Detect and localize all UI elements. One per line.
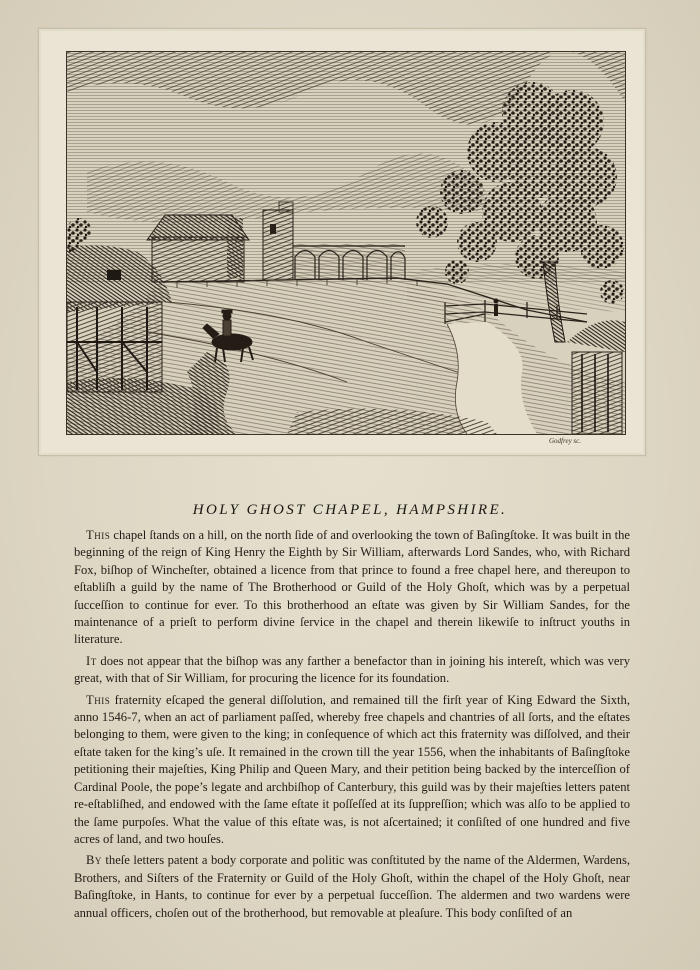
paragraph-text: fraternity eſcaped the general diſſolution, and remained till the firſt year of King Edward the Sixth, anno 1546-7, when an act of parliament paſſed, whereby free chapels and chantries of all ſorts, and the eſtates belonging to them, were given to the king; in conſequence of which act this fraternity was diſſolved, and their eſtate taken for the king’s uſe. It remained in the crown till the year 1556, when the inhabitants of Baſingſtoke petitioning their majeſties, King Philip and Queen Mary, and their petition being backed by the interceſſion of Cardinal Poole, the pope’s legate and archbiſhop of Canterbury, this guild was by their majeſties letters patent re-eſtabliſhed, and endowed with the ſame eſtate it poſſeſſed at its ſuppreſſion; which was alſo to be applied to the ſame purpoſes. What the value of this eſtate was, is not aſcertained; it conſiſted of one hundred and five acres of land, and two houſes. — [74, 692, 630, 846]
paragraph — [74, 527, 630, 649]
standing-figure — [494, 299, 499, 317]
chapel-building — [147, 215, 249, 282]
paragraph-text: does not appear that the biſhop was any farther a benefactor than in joining his intereſt, which was very great, with that of Sir William, for procuring the licence for its foundation. — [74, 653, 630, 686]
paragraph-lead: This — [86, 692, 111, 707]
shed-right — [567, 320, 625, 434]
paragraph-lead: It — [86, 653, 97, 668]
paragraph — [74, 692, 630, 849]
page-title: HOLY GHOST CHAPEL, HAMPSHIRE. — [192, 502, 508, 518]
paragraph-text: theſe letters patent a body corporate and politic was conſtituted by the name of the Aldermen, Wardens, Brothers, and Siſters of the Fraternity or Guild of the Holy Ghoſt, within the chapel of the Holy Ghoſt, near Baſingſtoke, in Hants, to continue for ever by a perpetual ſucceſſion. The aldermen and two wardens were annual officers, choſen out of the brotherhood, but removable at pleaſure. This body conſiſted of an — [74, 853, 630, 920]
engraver-credit: Godfrey sc. — [549, 437, 582, 445]
chapel-tower — [263, 202, 293, 280]
body-text — [74, 527, 630, 926]
engraving-illustration — [66, 51, 626, 435]
ruined-arches — [293, 244, 405, 280]
paragraph-text: chapel ſtands on a hill, on the north ſide of and overlooking the town of Baſingſtoke. It was built in the beginning of the reign of King Henry the Eighth by Sir William, afterwards Lord Sandes, who, with Richard Fox, biſhop of Wincheſter, obtained a licence from that prince to found a free chapel here, and thereupon to eſtabliſh a guild by the name of The Brotherhood or Guild of the Holy Ghoſt, which was by a perpetual ſucceſſion to continue for ever. To this brotherhood an eſtate was given by Sir William Sandes, for the maintenance of a prieſt to perform divine ſervice in the chapel and therein likewiſe to inſtruct youths in literature. — [74, 528, 630, 647]
paragraph — [74, 653, 630, 688]
paragraph-lead: This — [86, 528, 111, 542]
paragraph — [74, 852, 630, 922]
paragraph-lead: By — [86, 853, 102, 868]
